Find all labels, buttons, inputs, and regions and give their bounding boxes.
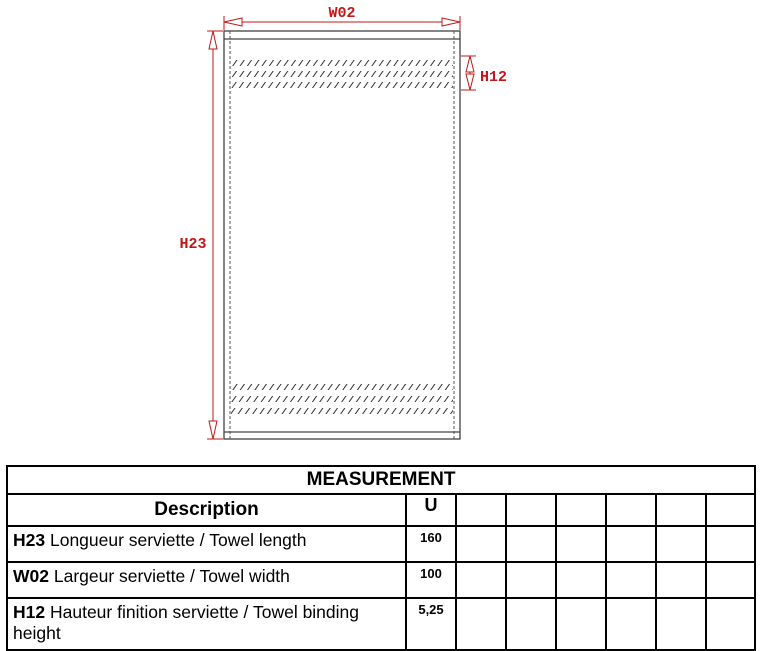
empty-cell bbox=[556, 494, 606, 526]
empty-cell bbox=[656, 494, 706, 526]
bottom-binding-bands bbox=[231, 384, 453, 414]
row-value: 5,25 bbox=[406, 598, 456, 650]
binding-height-dimension-label: H12 bbox=[480, 69, 508, 86]
height-dimension-label: H23 bbox=[179, 236, 207, 253]
row-value: 160 bbox=[406, 526, 456, 562]
row-code: W02 bbox=[13, 566, 49, 586]
empty-cell bbox=[656, 598, 706, 650]
description-column-header: Description bbox=[7, 494, 406, 526]
empty-cell bbox=[456, 598, 506, 650]
empty-cell bbox=[706, 494, 755, 526]
empty-cell bbox=[506, 526, 556, 562]
row-value: 100 bbox=[406, 562, 456, 598]
row-code: H23 bbox=[13, 530, 46, 550]
binding-height-dimension bbox=[461, 56, 476, 90]
empty-cell bbox=[556, 526, 606, 562]
empty-cell bbox=[606, 494, 656, 526]
measurement-table bbox=[6, 465, 756, 651]
towel-outline bbox=[224, 31, 460, 439]
empty-cell bbox=[456, 562, 506, 598]
row-label: Largeur serviette / Towel width bbox=[53, 566, 290, 586]
empty-cell bbox=[456, 494, 506, 526]
empty-cell bbox=[656, 526, 706, 562]
empty-cell bbox=[606, 598, 656, 650]
empty-cell bbox=[506, 494, 556, 526]
height-dimension bbox=[207, 31, 223, 439]
empty-cell bbox=[706, 562, 755, 598]
empty-cell bbox=[556, 562, 606, 598]
empty-cell bbox=[506, 598, 556, 650]
row-description bbox=[7, 562, 406, 598]
top-binding-bands bbox=[231, 60, 453, 88]
table-row bbox=[7, 598, 755, 650]
row-label: Longueur serviette / Towel length bbox=[49, 530, 307, 550]
empty-cell bbox=[706, 598, 755, 650]
row-code: H12 bbox=[13, 602, 46, 622]
empty-cell bbox=[706, 526, 755, 562]
empty-cell bbox=[606, 562, 656, 598]
row-description bbox=[7, 598, 406, 650]
unit-column-header: U bbox=[406, 494, 456, 526]
empty-cell bbox=[506, 562, 556, 598]
width-dimension-label: W02 bbox=[328, 5, 356, 22]
table-row bbox=[7, 562, 755, 598]
row-label: Hauteur finition serviette / Towel binding height bbox=[13, 602, 360, 643]
empty-cell bbox=[606, 526, 656, 562]
empty-cell bbox=[556, 598, 606, 650]
row-description bbox=[7, 526, 406, 562]
empty-cell bbox=[456, 526, 506, 562]
table-title: MEASUREMENT bbox=[7, 466, 755, 494]
table-row bbox=[7, 526, 755, 562]
empty-cell bbox=[656, 562, 706, 598]
